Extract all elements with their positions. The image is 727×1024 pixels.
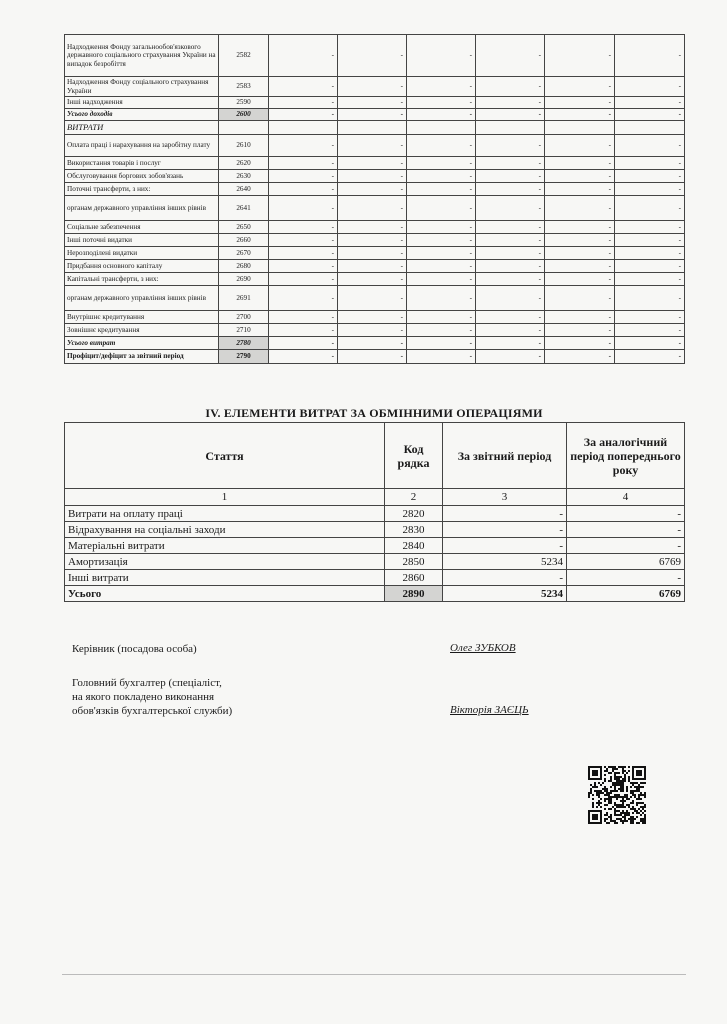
row-label: Внутрішнє кредитування: [65, 311, 219, 324]
row-code: 2650: [219, 221, 269, 234]
budget-row: [65, 234, 685, 247]
row-value: -: [407, 286, 476, 311]
row-value: -: [407, 350, 476, 364]
row-code: 2641: [219, 196, 269, 221]
row-value: -: [615, 234, 685, 247]
col-number: 2: [385, 489, 443, 506]
row-value: -: [615, 77, 685, 97]
row-value: -: [615, 273, 685, 286]
expense-label: Витрати на оплату праці: [65, 506, 385, 522]
budget-row: [65, 97, 685, 109]
row-label: Усього доходів: [65, 109, 219, 121]
row-label: органам державного управління інших рівнів: [65, 196, 219, 221]
row-value: -: [476, 135, 545, 157]
row-label: Обслуговування боргових зобов'язань: [65, 170, 219, 183]
row-value: -: [407, 135, 476, 157]
budget-row: [65, 35, 685, 77]
expense-code: 2840: [385, 538, 443, 554]
row-value: -: [476, 247, 545, 260]
row-value: -: [476, 311, 545, 324]
expense-label: Відрахування на соціальні заходи: [65, 522, 385, 538]
row-label: Використання товарів і послуг: [65, 157, 219, 170]
expense-code: 2830: [385, 522, 443, 538]
row-code: 2582: [219, 35, 269, 77]
row-value: -: [545, 324, 615, 337]
budget-row: [65, 157, 685, 170]
row-value: -: [407, 221, 476, 234]
row-code: 2600: [219, 109, 269, 121]
row-value: -: [545, 337, 615, 350]
row-value: -: [407, 260, 476, 273]
row-value: [476, 121, 545, 135]
row-value: -: [269, 77, 338, 97]
row-value: -: [338, 221, 407, 234]
row-value: -: [476, 234, 545, 247]
row-code: 2690: [219, 273, 269, 286]
expense-prev-value: -: [567, 522, 685, 538]
row-value: -: [615, 260, 685, 273]
accountant-label-line-3: обов'язків бухгалтерської служби): [72, 705, 233, 717]
row-label: Надходження Фонду загальнообов'язкового державного соціального страхування України на випадок безробіття: [65, 35, 219, 77]
row-label: Нерозподілені видатки: [65, 247, 219, 260]
expense-label: Усього: [65, 586, 385, 602]
expense-prev-value: -: [567, 506, 685, 522]
row-value: -: [545, 97, 615, 109]
section-iv-title: IV. ЕЛЕМЕНТИ ВИТРАТ ЗА ОБМІННИМИ ОПЕРАЦІЯМИ: [205, 406, 543, 420]
row-value: -: [269, 109, 338, 121]
expense-row: [65, 538, 685, 554]
row-value: -: [407, 35, 476, 77]
row-value: -: [269, 324, 338, 337]
row-value: -: [338, 170, 407, 183]
expense-prev-value: 6769: [567, 586, 685, 602]
row-value: -: [338, 135, 407, 157]
expense-period-value: -: [443, 538, 567, 554]
row-code: 2640: [219, 183, 269, 196]
row-code: 2691: [219, 286, 269, 311]
budget-row: [65, 196, 685, 221]
expense-period-value: -: [443, 570, 567, 586]
row-value: -: [476, 157, 545, 170]
row-value: -: [545, 170, 615, 183]
row-value: -: [476, 35, 545, 77]
row-value: -: [269, 350, 338, 364]
row-code: 2620: [219, 157, 269, 170]
row-value: -: [407, 109, 476, 121]
col-number: 3: [443, 489, 567, 506]
col-number: 1: [65, 489, 385, 506]
budget-row: [65, 324, 685, 337]
row-label: органам державного управління інших рівнів: [65, 286, 219, 311]
total-row: [65, 586, 685, 602]
row-value: -: [269, 286, 338, 311]
row-label: Профіцит/дефіцит за звітний період: [65, 350, 219, 364]
row-value: -: [615, 221, 685, 234]
row-value: -: [476, 286, 545, 311]
row-value: -: [476, 221, 545, 234]
row-value: -: [545, 35, 615, 77]
expense-code: 2890: [385, 586, 443, 602]
row-value: -: [545, 273, 615, 286]
row-value: -: [338, 247, 407, 260]
row-value: -: [338, 350, 407, 364]
row-value: -: [476, 170, 545, 183]
row-label: Поточні трансферти, з них:: [65, 183, 219, 196]
row-value: -: [338, 196, 407, 221]
row-value: -: [545, 311, 615, 324]
row-value: -: [338, 77, 407, 97]
row-value: -: [476, 97, 545, 109]
row-value: [545, 121, 615, 135]
row-value: -: [338, 337, 407, 350]
expense-code: 2820: [385, 506, 443, 522]
row-value: -: [338, 35, 407, 77]
row-value: -: [269, 311, 338, 324]
row-value: -: [407, 247, 476, 260]
row-value: -: [615, 183, 685, 196]
row-code: 2610: [219, 135, 269, 157]
row-value: -: [476, 196, 545, 221]
header-code: Код рядка: [385, 423, 443, 489]
qr-code-icon: [588, 766, 646, 824]
row-value: -: [545, 109, 615, 121]
budget-row: [65, 260, 685, 273]
row-value: -: [615, 337, 685, 350]
expense-period-value: -: [443, 506, 567, 522]
expense-row: [65, 570, 685, 586]
row-value: -: [615, 324, 685, 337]
budget-row: [65, 311, 685, 324]
row-value: -: [476, 337, 545, 350]
budget-row: [65, 286, 685, 311]
row-value: -: [269, 97, 338, 109]
expense-period-value: -: [443, 522, 567, 538]
row-value: -: [476, 77, 545, 97]
row-value: -: [269, 260, 338, 273]
expense-row: [65, 506, 685, 522]
header-prev-period: За аналогічний період попереднього року: [567, 423, 685, 489]
row-value: -: [545, 183, 615, 196]
row-value: -: [338, 97, 407, 109]
row-label: Соціальне забезпечення: [65, 221, 219, 234]
budget-row: [65, 170, 685, 183]
row-value: -: [545, 234, 615, 247]
head-label: Керівник (посадова особа): [72, 643, 197, 655]
row-value: -: [338, 311, 407, 324]
row-value: -: [545, 260, 615, 273]
row-value: [269, 121, 338, 135]
row-label: Інші поточні видатки: [65, 234, 219, 247]
accountant-label-line-2: на якого покладено виконання: [72, 691, 215, 703]
row-label: Усього витрат: [65, 337, 219, 350]
row-value: -: [615, 135, 685, 157]
row-value: -: [269, 135, 338, 157]
row-value: -: [407, 273, 476, 286]
expense-prev-value: -: [567, 538, 685, 554]
row-code: 2660: [219, 234, 269, 247]
budget-row: [65, 109, 685, 121]
expense-code: 2850: [385, 554, 443, 570]
header-article: Стаття: [65, 423, 385, 489]
row-value: -: [407, 170, 476, 183]
budget-row: [65, 221, 685, 234]
budget-row: [65, 135, 685, 157]
row-value: -: [338, 260, 407, 273]
row-value: -: [615, 97, 685, 109]
row-value: -: [269, 337, 338, 350]
row-value: -: [545, 77, 615, 97]
row-code: [219, 121, 269, 135]
row-code: 2590: [219, 97, 269, 109]
budget-table: [64, 34, 685, 364]
budget-row: [65, 273, 685, 286]
row-label: ВИТРАТИ: [65, 121, 219, 135]
row-value: -: [476, 273, 545, 286]
row-value: -: [269, 35, 338, 77]
row-value: -: [407, 234, 476, 247]
col-number: 4: [567, 489, 685, 506]
row-value: -: [615, 170, 685, 183]
expense-prev-value: -: [567, 570, 685, 586]
row-value: -: [407, 97, 476, 109]
row-label: Інші надходження: [65, 97, 219, 109]
row-value: -: [407, 77, 476, 97]
row-value: -: [338, 286, 407, 311]
expense-elements-table: [64, 422, 685, 602]
row-value: [407, 121, 476, 135]
row-value: -: [615, 35, 685, 77]
row-value: -: [338, 109, 407, 121]
row-code: 2710: [219, 324, 269, 337]
row-value: -: [407, 324, 476, 337]
row-value: -: [476, 183, 545, 196]
row-value: [615, 121, 685, 135]
row-value: -: [407, 311, 476, 324]
row-code: 2790: [219, 350, 269, 364]
budget-row: [65, 247, 685, 260]
row-value: -: [407, 337, 476, 350]
row-value: [338, 121, 407, 135]
row-value: -: [615, 157, 685, 170]
row-value: -: [269, 157, 338, 170]
budget-row: [65, 121, 685, 135]
row-label: Оплата праці і нарахування на заробітну плату: [65, 135, 219, 157]
row-label: Надходження Фонду соціального страхування України: [65, 77, 219, 97]
row-code: 2680: [219, 260, 269, 273]
row-code: 2670: [219, 247, 269, 260]
row-value: -: [615, 350, 685, 364]
expense-label: Амортизація: [65, 554, 385, 570]
row-value: -: [269, 234, 338, 247]
expense-row: [65, 554, 685, 570]
accountant-signature-name: Вікторія ЗАЄЦЬ: [450, 704, 529, 716]
row-value: -: [615, 311, 685, 324]
expense-period-value: 5234: [443, 586, 567, 602]
row-value: -: [615, 247, 685, 260]
row-value: -: [269, 273, 338, 286]
row-value: -: [269, 196, 338, 221]
row-label: Капітальні трансферти, з них:: [65, 273, 219, 286]
row-value: -: [338, 324, 407, 337]
row-value: -: [407, 196, 476, 221]
budget-row: [65, 183, 685, 196]
row-value: -: [407, 183, 476, 196]
row-value: -: [407, 157, 476, 170]
row-value: -: [545, 286, 615, 311]
row-code: 2630: [219, 170, 269, 183]
expense-row: [65, 522, 685, 538]
row-value: -: [269, 221, 338, 234]
expense-prev-value: 6769: [567, 554, 685, 570]
budget-row: [65, 350, 685, 364]
row-label: Зовнішнє кредитування: [65, 324, 219, 337]
budget-row: [65, 77, 685, 97]
expense-period-value: 5234: [443, 554, 567, 570]
expense-code: 2860: [385, 570, 443, 586]
row-value: -: [615, 286, 685, 311]
row-value: -: [476, 350, 545, 364]
row-value: -: [545, 196, 615, 221]
row-value: -: [338, 183, 407, 196]
row-label: Придбання основного капіталу: [65, 260, 219, 273]
row-value: -: [338, 234, 407, 247]
row-value: -: [615, 109, 685, 121]
row-value: -: [545, 247, 615, 260]
row-code: 2780: [219, 337, 269, 350]
row-code: 2583: [219, 77, 269, 97]
header-period: За звітний період: [443, 423, 567, 489]
row-value: -: [338, 273, 407, 286]
row-value: -: [269, 183, 338, 196]
expense-label: Інші витрати: [65, 570, 385, 586]
row-value: -: [476, 260, 545, 273]
row-value: -: [476, 109, 545, 121]
expense-label: Матеріальні витрати: [65, 538, 385, 554]
row-value: -: [615, 196, 685, 221]
row-value: -: [269, 247, 338, 260]
row-value: -: [545, 157, 615, 170]
budget-row: [65, 337, 685, 350]
row-value: -: [269, 170, 338, 183]
row-code: 2700: [219, 311, 269, 324]
column-numbers-row: [65, 489, 685, 506]
head-signature-name: Олег ЗУБКОВ: [450, 642, 516, 654]
accountant-label-line-1: Головний бухгалтер (спеціаліст,: [72, 677, 222, 689]
row-value: -: [545, 350, 615, 364]
row-value: -: [476, 324, 545, 337]
row-value: -: [338, 157, 407, 170]
row-value: -: [545, 135, 615, 157]
footer-divider: [62, 974, 686, 975]
row-value: -: [545, 221, 615, 234]
